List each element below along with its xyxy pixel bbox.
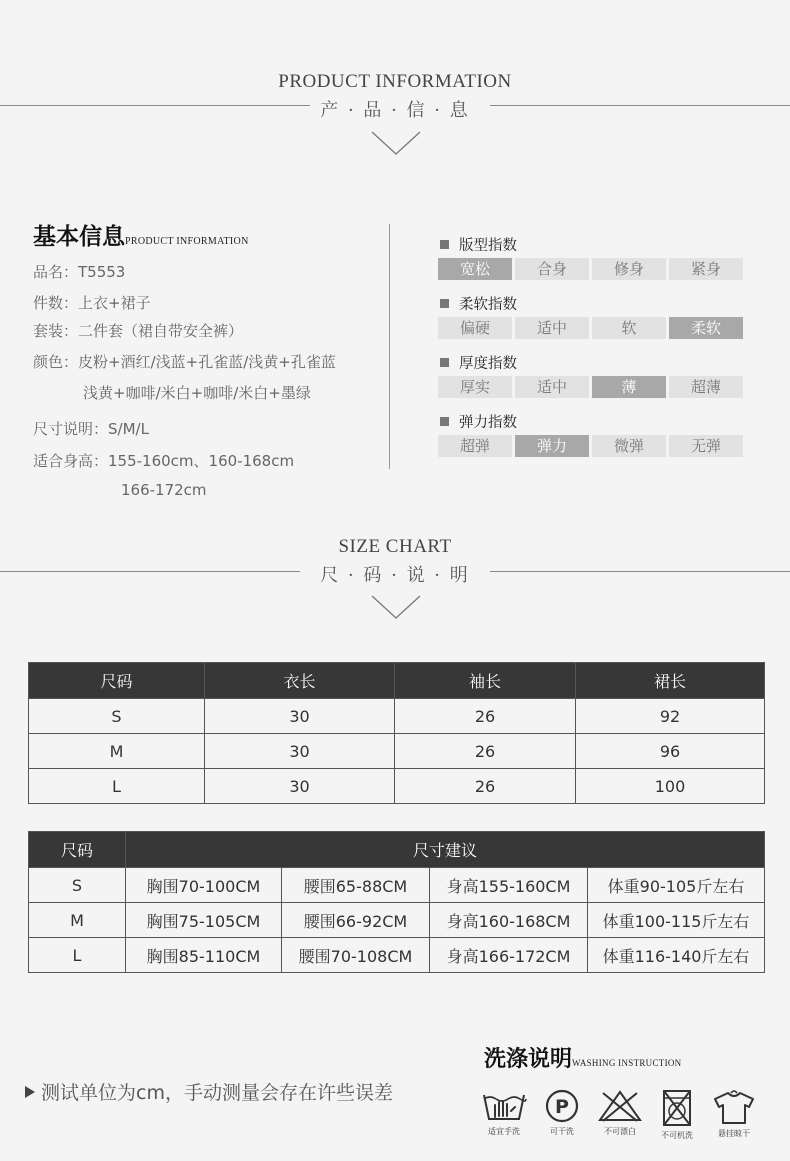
hang-dry-icon: 悬挂晾干	[708, 1089, 760, 1139]
table-cell: S	[29, 868, 126, 903]
square-bullet-icon	[440, 358, 449, 367]
table-cell: 腰围70-108CM	[282, 938, 430, 973]
basic-info-title: 基本信息PRODUCT INFORMATION	[33, 223, 249, 250]
index-option: 薄	[592, 376, 666, 398]
table-cell: 胸围75-105CM	[126, 903, 282, 938]
index-option: 软	[592, 317, 666, 339]
index-title: 厚度指数	[440, 352, 517, 373]
table-cell: 胸围85-110CM	[126, 938, 282, 973]
index-title: 弹力指数	[440, 411, 517, 432]
size-chart-title-en: SIZE CHART	[338, 536, 452, 557]
table-cell: 身高155-160CM	[430, 868, 588, 903]
chevron-down-icon	[370, 594, 422, 620]
index-option: 宽松	[438, 258, 512, 280]
table-cell: 身高166-172CM	[430, 938, 588, 973]
square-bullet-icon	[440, 240, 449, 249]
suggest-header-advice: 尺寸建议	[126, 832, 765, 868]
index-option: 弹力	[515, 435, 589, 457]
index-option: 无弹	[669, 435, 743, 457]
size-suggestion-table	[28, 831, 765, 973]
index-option: 偏硬	[438, 317, 512, 339]
table-row	[29, 734, 765, 769]
set-info: 套装：二件套（裙自带安全裤）	[33, 322, 244, 340]
table-cell: 100	[576, 769, 765, 804]
index-title: 版型指数	[440, 234, 517, 255]
table-cell: 腰围66-92CM	[282, 903, 430, 938]
index-option: 紧身	[669, 258, 743, 280]
no-bleach-icon: 不可漂白	[594, 1089, 646, 1137]
hand-wash-icon: 适宜手洗	[478, 1089, 530, 1137]
product-info-title-en: PRODUCT INFORMATION	[278, 71, 512, 92]
product-info-title-cn: 产 · 品 · 信 · 息	[320, 100, 470, 121]
table-cell: 胸围70-100CM	[126, 868, 282, 903]
table-cell: 体重100-115斤左右	[588, 903, 765, 938]
piece-count: 件数：上衣+裙子	[33, 294, 151, 312]
suggest-header-size: 尺码	[29, 832, 126, 868]
table-row	[29, 903, 765, 938]
index-option: 柔软	[669, 317, 743, 339]
table-cell: 26	[395, 699, 576, 734]
table-cell: L	[29, 769, 205, 804]
dry-clean-icon: P 可干洗	[536, 1089, 588, 1137]
washing-title: 洗涤说明WASHING INSTRUCTION	[484, 1046, 682, 1072]
square-bullet-icon	[440, 417, 449, 426]
table-row	[29, 938, 765, 973]
size-table-header: 袖长	[395, 663, 576, 699]
table-cell: L	[29, 938, 126, 973]
size-table-header: 衣长	[205, 663, 395, 699]
table-cell: 26	[395, 734, 576, 769]
index-option: 厚实	[438, 376, 512, 398]
table-cell: 腰围65-88CM	[282, 868, 430, 903]
vertical-divider	[389, 224, 390, 469]
colors-line-2: 浅黄+咖啡/米白+咖啡/米白+墨绿	[83, 384, 311, 402]
table-cell: 26	[395, 769, 576, 804]
table-cell: 身高160-168CM	[430, 903, 588, 938]
table-cell: 30	[205, 699, 395, 734]
table-cell: 96	[576, 734, 765, 769]
size-chart-title-cn: 尺 · 码 · 说 · 明	[320, 565, 470, 586]
square-bullet-icon	[440, 299, 449, 308]
size-table	[28, 662, 765, 804]
table-cell: 体重90-105斤左右	[588, 868, 765, 903]
table-cell: 30	[205, 734, 395, 769]
colors-line-1: 颜色：皮粉+酒红/浅蓝+孔雀蓝/浅黄+孔雀蓝	[33, 353, 336, 371]
measurement-note: 测试单位为cm，手动测量会存在许些误差	[25, 1078, 393, 1105]
product-name: 品名：T5553	[33, 263, 126, 281]
index-option: 适中	[515, 376, 589, 398]
index-option: 超薄	[669, 376, 743, 398]
height-range-1: 适合身高：155-160cm、160-168cm	[33, 452, 295, 470]
triangle-right-icon	[25, 1086, 35, 1098]
index-option: 合身	[515, 258, 589, 280]
table-cell: S	[29, 699, 205, 734]
table-cell: M	[29, 734, 205, 769]
size-table-header: 裙长	[576, 663, 765, 699]
table-cell: M	[29, 903, 126, 938]
index-option: 适中	[515, 317, 589, 339]
size-table-header: 尺码	[29, 663, 205, 699]
height-range-2: 166-172cm	[121, 481, 207, 499]
size-description: 尺寸说明：S/M/L	[33, 420, 149, 438]
svg-text:P: P	[555, 1096, 569, 1118]
table-cell: 体重116-140斤左右	[588, 938, 765, 973]
table-cell: 30	[205, 769, 395, 804]
index-title: 柔软指数	[440, 293, 517, 314]
chevron-down-icon	[370, 130, 422, 156]
basic-info-title-en: PRODUCT INFORMATION	[125, 236, 249, 247]
table-row	[29, 769, 765, 804]
table-cell: 92	[576, 699, 765, 734]
table-row	[29, 868, 765, 903]
index-option: 超弹	[438, 435, 512, 457]
index-option: 修身	[592, 258, 666, 280]
table-row	[29, 699, 765, 734]
index-option: 微弹	[592, 435, 666, 457]
washing-title-en: WASHING INSTRUCTION	[572, 1058, 682, 1068]
no-machine-wash-icon: 不可机洗	[651, 1089, 703, 1141]
